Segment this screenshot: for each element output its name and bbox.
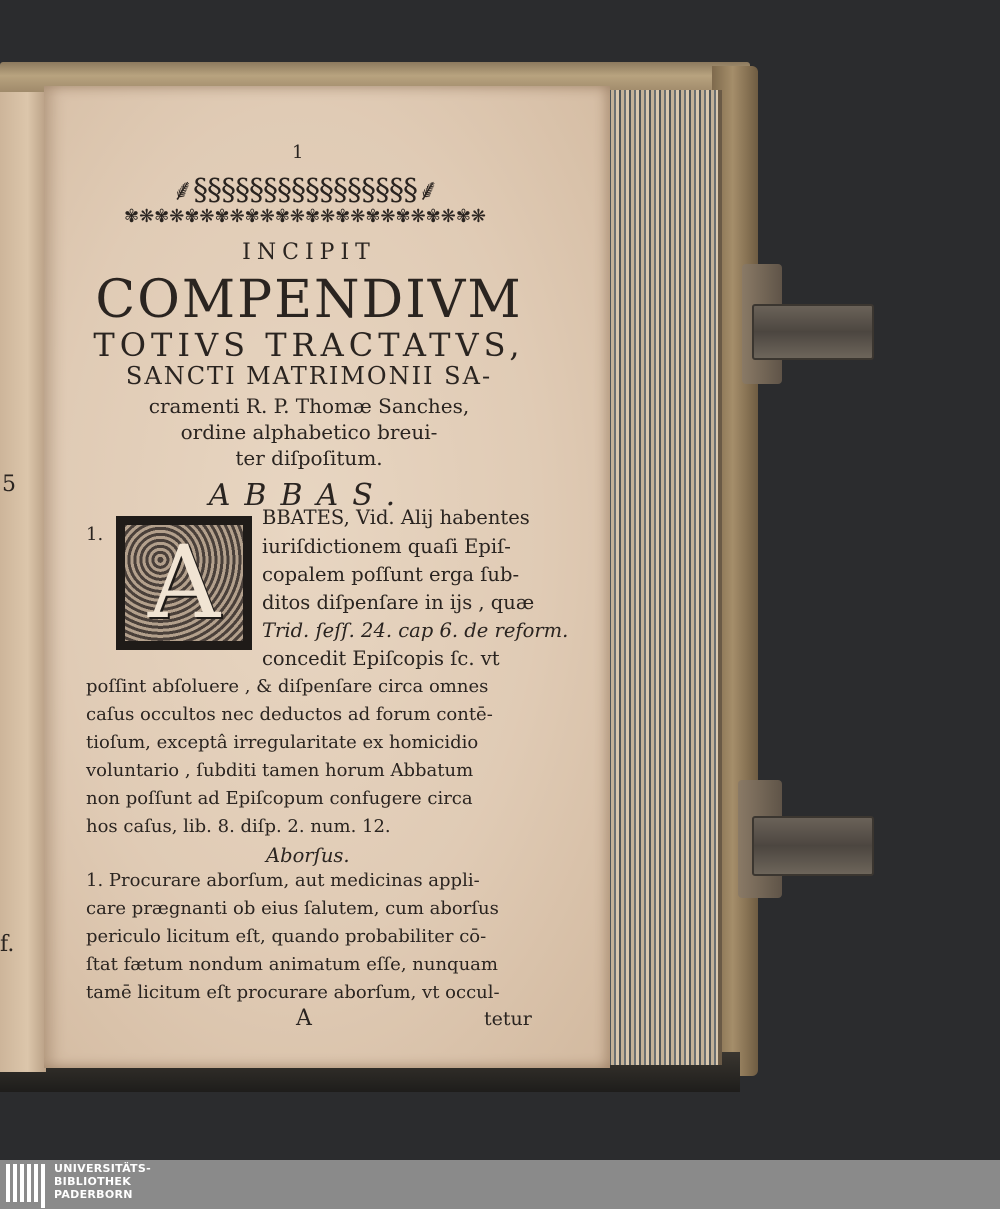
title-line-totius: TOTIVS TRACTATVS, — [93, 326, 525, 364]
title-line-sacramenti: cramenti R. P. Thomæ Sanches, — [148, 394, 470, 418]
text-line: concedit Epiſcopis ſc. vt — [262, 647, 500, 670]
initial-ornament — [125, 525, 243, 641]
ornament-band-top: ⸙§§§§§§§§§§§§§§§§⸙ — [171, 173, 439, 208]
text-line: voluntario , ſubditi tamen horum Abbatum — [86, 760, 474, 781]
text-line: BBATES, Vid. Alij habentes — [262, 506, 530, 529]
text-line: periculo licitum eſt, quando probabiliter cō- — [86, 926, 487, 947]
section-heading: ABBAS. — [208, 478, 410, 513]
left-page-mark: f. — [0, 932, 15, 957]
text-line: ſtat fætum nondum animatum eſſe, nunquam — [86, 954, 498, 975]
text-line: poſſint abſoluere , & diſpenſare circa omnes — [86, 676, 489, 697]
text-line: caſus occultos nec deductos ad forum contē- — [86, 704, 493, 725]
text-line: tioſum, exceptâ irregularitate ex homicidio — [86, 732, 479, 753]
title-line-incipit: INCIPIT — [242, 240, 376, 265]
title-line-ordine: ordine alphabetico breui- — [180, 420, 438, 444]
title-line-sancti: SANCTI MATRIMONII SA- — [125, 362, 493, 390]
text-line: copalem poſſunt erga ſub- — [262, 563, 520, 586]
signature-mark: A — [296, 1006, 312, 1031]
text-line: iuriſdictionem quaſi Epiſ- — [262, 535, 511, 558]
text-line: ditos diſpenſare in ijs , quæ — [262, 591, 535, 614]
catchword: tetur — [484, 1008, 532, 1030]
text-line: 1. Procurare aborſum, aut medicinas appli- — [86, 870, 480, 891]
text-line: non poſſunt ad Epiſcopum confugere circa — [86, 788, 473, 809]
text-line: care prægnanti ob eius ſalutem, cum aborſus — [86, 898, 499, 919]
subheading: Aborſus. — [266, 844, 350, 867]
ornament-band-bottom: ✾❋✾❋✾❋✾❋✾❋✾❋✾❋✾❋✾❋✾❋✾❋✾❋ — [124, 206, 486, 227]
initial-letter: A — [147, 524, 221, 641]
library-name-line3: PADERBORN — [54, 1188, 133, 1201]
text-line: tamē licitum eſt procurare aborſum, vt occul- — [86, 982, 500, 1003]
library-logo-icon — [6, 1164, 46, 1204]
page-edges — [606, 90, 722, 1065]
library-name — [54, 1162, 151, 1201]
title-line-compendium: COMPENDIVM — [95, 270, 523, 330]
footer-bar — [0, 1160, 1000, 1209]
decorated-initial — [116, 516, 252, 650]
left-page-mark: 5 — [2, 472, 16, 497]
library-name-line2: BIBLIOTHEK — [54, 1175, 132, 1188]
paragraph-number: 1. — [86, 524, 104, 545]
title-line-dispositum: ter diſpoſitum. — [235, 446, 383, 470]
clasp-lower — [752, 816, 874, 876]
library-name-line1: UNIVERSITÄTS- — [54, 1162, 151, 1175]
text-line: Trid. ſeſſ. 24. cap 6. de reform. — [262, 619, 569, 642]
left-page-fragment — [0, 92, 46, 1072]
text-line: hos caſus, lib. 8. diſp. 2. num. 12. — [86, 816, 391, 837]
clasp-upper — [752, 304, 874, 360]
page-number: 1 — [292, 142, 304, 163]
